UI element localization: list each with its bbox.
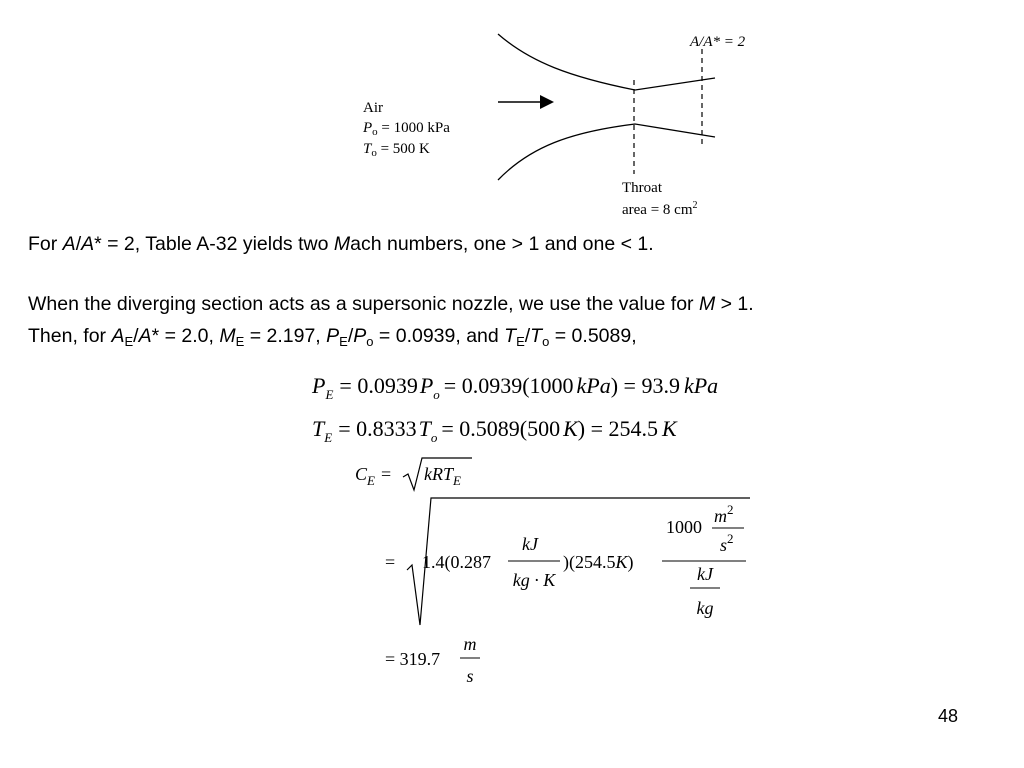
frac1-denominator: kg · K (512, 570, 556, 590)
nozzle-upper-wall (498, 34, 715, 90)
ce-result-unit-num: m (463, 634, 477, 654)
te-equation: $T_E = 0.8333T_o = 0.5089(500$ K) = 254.5 K (312, 416, 677, 445)
nozzle-diagram (350, 22, 770, 222)
equations-block (300, 360, 820, 700)
big-frac-num-value: 1000 (666, 517, 702, 537)
area-ratio-label: A/A* = 2 (690, 34, 746, 50)
text-line-1: For A/A* = 2, Table A-32 yields two Mach numbers, one > 1 and one < 1. (28, 233, 654, 255)
ce-numeric-part1: 1.4(0.287 (422, 552, 491, 572)
ce-radicand: kRT$_E$ (424, 464, 461, 488)
ce-result-unit-den: s (466, 666, 474, 686)
ce-lhs: $C_E$ = (355, 464, 392, 488)
stagnation-pressure-label: $P_o = 1000$ kPa (363, 120, 450, 138)
big-frac-den-num: kJ (697, 564, 713, 584)
frac1-numerator: kJ (522, 534, 538, 554)
throat-label: Throat (622, 180, 662, 196)
text-line-2: When the diverging section acts as a supersonic nozzle, we use the value for M > 1. (28, 293, 754, 315)
ce-numeric-eq: = (385, 552, 396, 572)
big-frac-den-den: kg (696, 598, 714, 618)
text-line-3: Then, for $A_E/A* = 2.0$, $M_E = 2.197$, $P_E/P_o = 0.0939$, and $T_E/T_o = 0.5089$, (28, 325, 637, 349)
stagnation-temperature-label: $T_o = 500$ K (363, 141, 430, 159)
ce-numeric-part2: )(254.5K) (563, 552, 634, 572)
nozzle-lower-wall (498, 124, 715, 180)
big-frac-num-unit-num: $m^2$ (714, 502, 734, 526)
throat-area-label: area = 8 $cm^2$ (622, 200, 698, 218)
ce-result-value: = 319.7 (385, 649, 441, 669)
flow-arrow-icon (540, 95, 554, 109)
fluid-label: Air (363, 100, 383, 116)
page-number: 48 (938, 706, 959, 726)
big-frac-num-unit-den: $s^2$ (720, 531, 734, 555)
pe-equation: $P_E = 0.0939P_o = 0.0939(1000$ kPa) = 93.9 kPa (312, 373, 719, 402)
